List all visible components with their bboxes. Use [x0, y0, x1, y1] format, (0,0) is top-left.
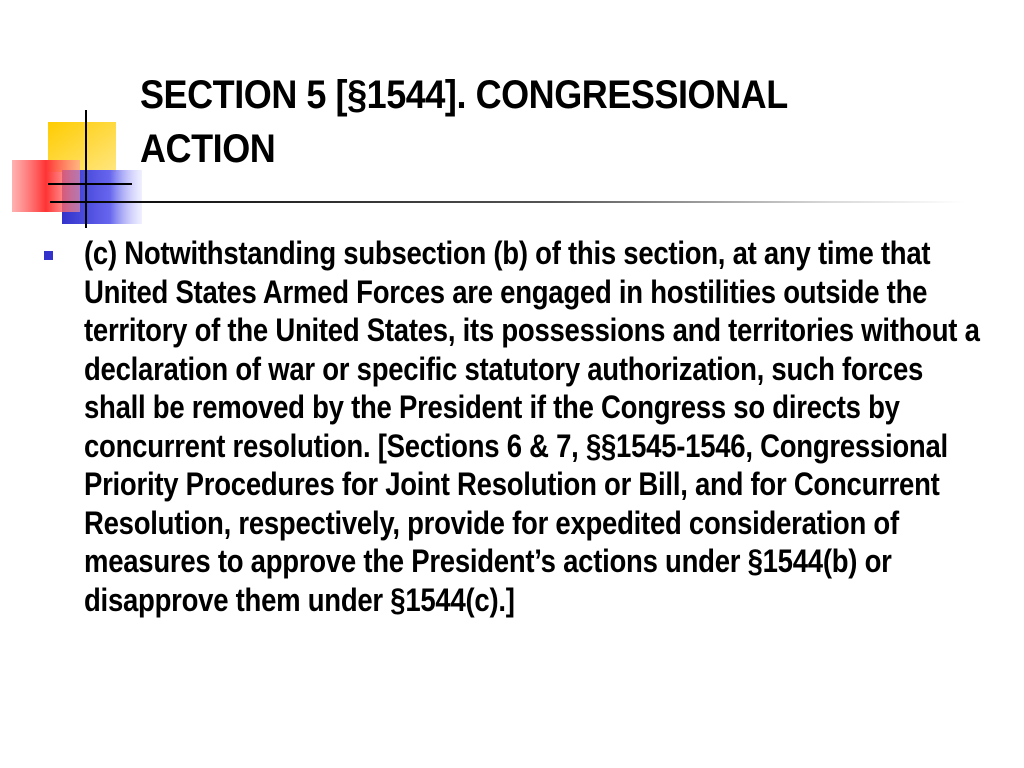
bullet-item — [44, 234, 989, 619]
square-bullet-icon — [44, 251, 53, 260]
bullet-text: (c) Notwithstanding subsection (b) of this section, at any time that United States Armed Forces are engaged in hostilities outside the territory of the United States, its possessions and territories without a declaration of war or specific statutory authorization, such forces shall be removed by the President if the Congress so directs by concurrent resolution. [Sections 6 & 7, §§1545-1546, Congressional Priority Procedures for Joint Resolution or Bill, and for Concurrent Resolution, respectively, provide for expedited consideration of measures to approve the President’s actions under §1544(b) or disapprove them under §1544(c).] — [84, 235, 980, 618]
decorative-logo — [0, 100, 150, 230]
slide-body — [44, 234, 989, 619]
logo-red-square — [12, 160, 80, 212]
slide-title: SECTION 5 [§1544]. CONGRESSIONAL ACTION — [140, 73, 788, 171]
title-divider — [50, 201, 965, 203]
